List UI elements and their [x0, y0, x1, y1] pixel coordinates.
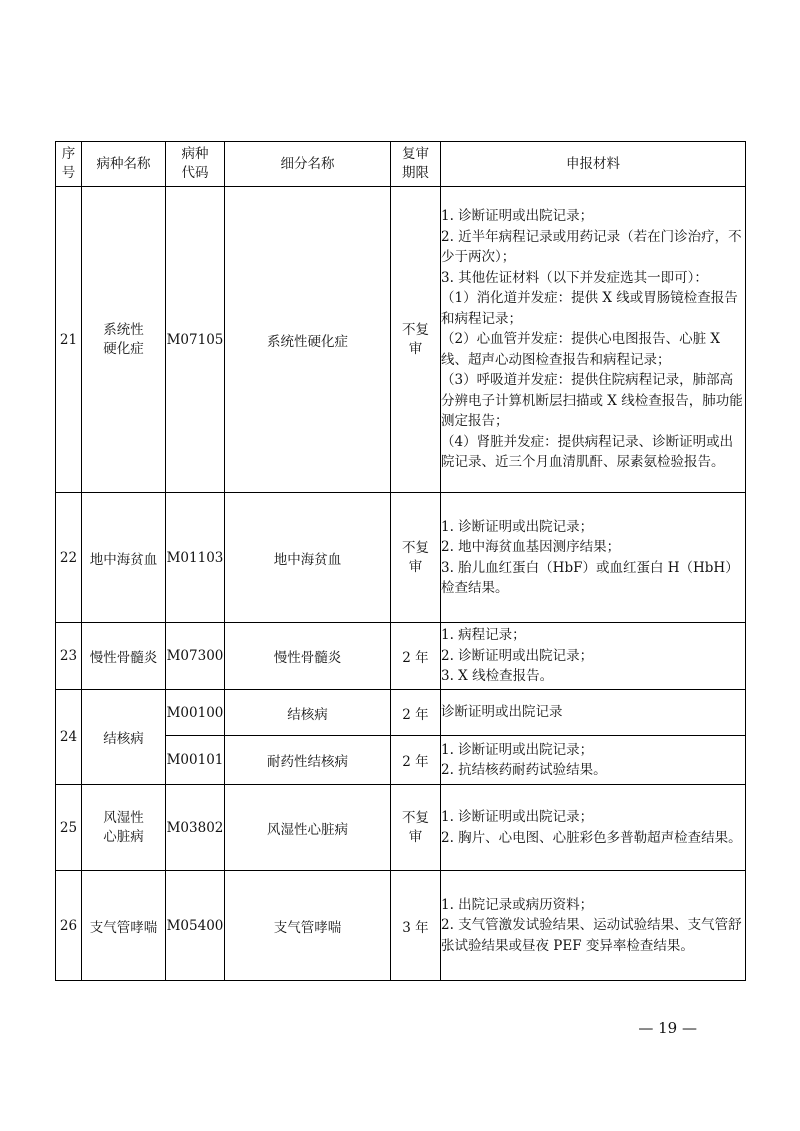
material-line: 1. 诊断证明或出院记录；	[441, 208, 594, 225]
table-header-row	[56, 142, 746, 187]
material-line: 1. 诊断证明或出院记录；	[441, 809, 594, 825]
row-materials	[441, 690, 746, 736]
row-disease-name: 地中海贫血	[82, 493, 166, 623]
material-line: （4）肾脏并发症：提供病程记录、诊断证明或出院记录、近三个月血清肌酐、尿素氨检验报告。	[441, 433, 734, 471]
row-disease-name: 风湿性心脏病	[82, 785, 166, 871]
row-review-period: 不复审	[391, 187, 441, 493]
material-line: 2. 支气管激发试验结果、运动试验结果、支气管舒张试验结果或昼夜 PEF 变异率检查结果。	[441, 917, 742, 954]
row-disease-name: 支气管哮喘	[82, 871, 166, 981]
material-line: （3）呼吸道并发症：提供住院病程记录，肺部高分辨电子计算机断层扫描或 X 线检查报告，肺功能测定报告；	[441, 372, 743, 430]
material-line: 2. 胸片、心电图、心脏彩色多普勒超声检查结果。	[441, 829, 742, 846]
row-materials	[441, 187, 746, 493]
row-review-period: 3 年	[391, 871, 441, 981]
row-sub-name: 结核病	[225, 690, 391, 736]
row-disease-name: 结核病	[82, 690, 166, 785]
material-line: （2）心血管并发症：提供心电图报告、心脏 X 线、超声心动图检查报告和病程记录；	[441, 331, 720, 368]
material-line: 1. 病程记录；	[441, 627, 526, 644]
row-disease-code: M07105	[166, 187, 225, 493]
row-sub-name: 耐药性结核病	[225, 736, 391, 785]
row-review-period: 不复审	[391, 493, 441, 623]
row-review-period: 2 年	[391, 623, 441, 690]
material-line: 诊断证明或出院记录	[441, 704, 563, 721]
row-sub-name: 系统性硬化症	[225, 187, 391, 493]
material-line: 3. 胎儿血红蛋白（HbF）或血红蛋白 H（HbH）检查结果。	[441, 559, 739, 596]
row-materials	[441, 623, 746, 690]
row-sub-name: 慢性骨髓炎	[225, 623, 391, 690]
material-line: 2. 近半年病程记录或用药记录（若在门诊治疗，不少于两次）；	[441, 228, 742, 266]
header-seq: 序号	[56, 142, 82, 187]
row-disease-code: M07300	[166, 623, 225, 690]
row-seq: 23	[56, 623, 82, 690]
row-disease-name: 慢性骨髓炎	[82, 623, 166, 690]
table-row	[56, 690, 746, 736]
row-review-period: 2 年	[391, 690, 441, 736]
row-review-period: 不复审	[391, 785, 441, 871]
header-disease-name: 病种名称	[82, 142, 166, 187]
row-seq: 21	[56, 187, 82, 493]
row-materials	[441, 785, 746, 871]
row-seq: 25	[56, 785, 82, 871]
material-line: （1）消化道并发症：提供 X 线或胃肠镜检查报告和病程记录；	[441, 290, 738, 327]
disease-materials-table	[55, 141, 746, 981]
row-disease-code: M00100	[166, 690, 225, 736]
row-review-period: 2 年	[391, 736, 441, 785]
table-row	[56, 871, 746, 981]
row-disease-code: M00101	[166, 736, 225, 785]
row-materials	[441, 736, 746, 785]
row-disease-name: 系统性硬化症	[82, 187, 166, 493]
material-line: 3. 其他佐证材料（以下并发症选其一即可）：	[441, 269, 708, 286]
table-row	[56, 785, 746, 871]
row-disease-code: M05400	[166, 871, 225, 981]
material-line: 2. 地中海贫血基因测序结果；	[441, 539, 621, 555]
row-seq: 22	[56, 493, 82, 623]
material-line: 1. 诊断证明或出院记录；	[441, 741, 594, 758]
row-disease-code: M03802	[166, 785, 225, 871]
material-line: 2. 诊断证明或出院记录；	[441, 647, 594, 664]
material-line: 2. 抗结核药耐药试验结果。	[441, 762, 607, 778]
row-disease-code: M01103	[166, 493, 225, 623]
header-disease-code: 病种代码	[166, 142, 225, 187]
material-line: 1. 出院记录或病历资料；	[441, 896, 594, 913]
row-materials	[441, 871, 746, 981]
table-row	[56, 623, 746, 690]
row-sub-name: 风湿性心脏病	[225, 785, 391, 871]
page-number: — 19 —	[638, 1019, 697, 1037]
header-review-period: 复审期限	[391, 142, 441, 187]
material-line: 3. X 线检查报告。	[441, 668, 554, 685]
header-sub-name: 细分名称	[225, 142, 391, 187]
row-seq: 26	[56, 871, 82, 981]
row-sub-name: 地中海贫血	[225, 493, 391, 623]
row-seq: 24	[56, 690, 82, 785]
table-row	[56, 187, 746, 493]
table-row	[56, 493, 746, 623]
row-sub-name: 支气管哮喘	[225, 871, 391, 981]
row-materials	[441, 493, 746, 623]
header-materials: 申报材料	[441, 142, 746, 187]
material-line: 1. 诊断证明或出院记录；	[441, 518, 594, 535]
